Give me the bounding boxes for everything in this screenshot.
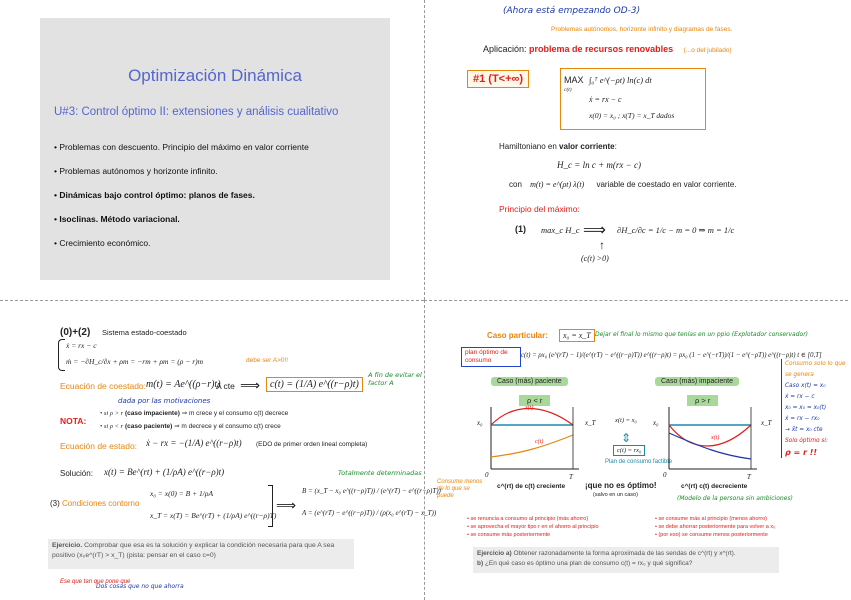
con-eq: m(t) = e^(ρt) λ(t) (530, 180, 585, 189)
side-line-5: ẋ = rx − rx₀ (785, 416, 820, 422)
left-t: T (569, 473, 573, 481)
mid-arrow: ⇕ (621, 431, 632, 445)
estado-note: (EDO de primer orden lineal completa) (256, 441, 368, 448)
side-line-4: x₀ = x₀ = x₀(t) (785, 405, 827, 411)
step-max: max_c H_c (541, 225, 580, 235)
right-xt: x_T (761, 419, 772, 427)
boundary-eq: x(0) = x₀ ; x(T) = x_T dados (589, 111, 675, 120)
left-list-item-2: • se aprovecha el mayor tipo r en el ahorro al principio (467, 524, 599, 530)
system-brace (58, 339, 65, 371)
title-slide-box (40, 18, 390, 280)
mid-eq-2: c(t) = rx₀ (613, 445, 645, 456)
principle-title: Principio del máximo: (499, 204, 580, 214)
patient-graph (483, 403, 583, 475)
right-list-item-3: • (por eso) se consume menos posteriormente (655, 532, 768, 538)
not-optimal: ¡que no es óptimo! (585, 481, 657, 490)
estado-eq: ẋ − rx = −(1/A) e^((r−ρ)t) (146, 438, 242, 448)
cc-label (50, 499, 139, 508)
right-list-item-2: • se debe ahorrar posteriormente para volver a x₀ (655, 524, 776, 530)
left-curve-x: x(t) (525, 405, 534, 411)
case-label: #1 (T<+∞) (467, 70, 529, 88)
right-zero: 0 (663, 471, 667, 479)
not-optimal-sub: (salvo en un caso) (593, 492, 638, 498)
left-x0: x₀ (477, 419, 483, 427)
exercise-box-4 (473, 547, 779, 573)
green-note-1: A fin de evitar el factor A (368, 371, 422, 387)
nota1-post: ⇒ m crece y el consumo c(t) decrece (181, 410, 289, 417)
nota-line-2 (100, 422, 281, 430)
right-x0: x₀ (653, 419, 659, 427)
hamiltonian-label: Hamiltoniano en valor corriente: (499, 142, 617, 151)
left-list (467, 515, 599, 539)
consumption-eq: c(t) = (1/A) e^((r−ρ)t) (266, 377, 363, 392)
objective: ∫₀ᵀ e^(−ρt) ln(c) dt (589, 75, 652, 85)
solution-eq: x(t) = Be^(rt) + (1/ρA) e^((r−ρ)t) (104, 467, 225, 477)
slide-4 (424, 300, 848, 600)
result-b: B = (x_T − x₀ e^((r−ρ)T)) / (e^(rT) − e^((r−ρ)T)) (302, 487, 441, 495)
impatient-badge: Caso (más) impaciente (655, 377, 739, 386)
coestado-label: Ecuación de coestado: (60, 381, 147, 391)
bullet-4: • Isoclinas. Método variacional. (54, 214, 180, 224)
application-line (483, 44, 732, 54)
nota2-bold: (caso paciente) (124, 423, 173, 430)
state-eq: ẋ = rx − c (589, 95, 622, 104)
app-title: problema de recursos renovables (529, 44, 674, 54)
nota-label: NOTA: (60, 416, 87, 426)
side-blue-notes (781, 359, 851, 458)
course-title: Optimización Dinámica (128, 66, 302, 85)
ham-label-bold: valor corriente (559, 142, 615, 151)
step-num: (1) (515, 224, 526, 234)
bullet-3: • Dinámicas bajo control óptimo: planos de fases. (54, 190, 255, 200)
exercise-box (48, 539, 354, 569)
case-eq: x₀ = x_T (559, 329, 595, 342)
topline: Problemas autónomos, horizonte infinito y diagramas de fases. (551, 26, 733, 33)
impatient-cond: ρ > r (687, 395, 718, 406)
left-curve-c: c(t) (535, 439, 544, 445)
ex4-b-bold: b) (477, 560, 484, 567)
handwritten-note: (Ahora está empezando OD-3) (503, 6, 641, 16)
side-line-2: Caso x(t) = x₀ (785, 383, 826, 389)
arrow-right-2: ⟹ (276, 497, 297, 513)
exercise-text: Comprobar que esa es la solución y explicar la condición necesaria para que A sea positivo (x₀e^(rT) > x_T) (pista: pensar en el caso c=0) (52, 542, 335, 559)
slide3-title: (0)+(2) (60, 327, 91, 338)
nota1-bold: (caso impaciente) (124, 410, 180, 417)
red-bottom-note: Ese que tan que pone que (60, 579, 131, 585)
hand-under: dada por las motivaciones (118, 397, 211, 405)
slide-1 (0, 0, 424, 300)
estado-label: Ecuación de estado: (60, 441, 138, 451)
side-line-6: → x̂t = x₀ cte (785, 427, 823, 433)
arrow-right-1: ⟹ (240, 377, 261, 393)
case-label: Caso particular: (487, 331, 548, 340)
ex4-a: Obtener razonadamente la forma aproximada de las sendas de c^(rt) y x^(rt). (513, 550, 736, 557)
con-text: variable de coestado en valor corriente. (596, 180, 737, 189)
mid-eq: x(t) = x₀ (615, 417, 637, 424)
patient-cond: ρ < r (519, 395, 550, 406)
bullet-5: • Crecimiento económico. (54, 238, 151, 248)
coestado-def (509, 180, 737, 189)
coestado-then: A cte (216, 381, 235, 391)
orange-note: Consume menos de lo que se puede (437, 479, 483, 499)
case-hand: Dejar el final lo mismo que tenías en un ppio (Explotador conservador) (595, 331, 809, 338)
implies-arrow: ⟹ (583, 222, 606, 239)
result-a: A = (e^(rT) − e^((r−ρ)T)) / (ρ(x₀ e^(rT) − x_T)) (302, 509, 437, 517)
nota2-post: ⇒ m decrece y el consumo c(t) crece (174, 423, 281, 430)
max-sub: c(t) (564, 87, 572, 93)
up-arrow: ↑ (599, 238, 605, 252)
green-note-2: Totalmente determinadas (338, 469, 422, 477)
app-paren: (...o del jubilado) (683, 47, 732, 54)
max-label: MAX (564, 75, 584, 85)
nota2-pre: • si ρ < r (100, 423, 124, 430)
cc-brace (268, 485, 273, 527)
con-label: con (509, 180, 522, 189)
right-list-item-1: • se consume más al principio (menos ahorro) (655, 516, 767, 522)
patient-c-curve (491, 435, 573, 457)
bullet-2: • Problemas autónomos y horizonte infinito. (54, 166, 218, 176)
left-list-item-1: • se renuncia a consumo al principio (más ahorro) (467, 516, 589, 522)
side-line-7: Solo óptimo si: (785, 438, 828, 444)
cc-title: Condiciones contorno (62, 499, 140, 508)
plan-label: plan óptimo de consumo (461, 347, 521, 367)
blue-scribble: Dos cosas que no que ahorra (96, 583, 184, 590)
side-line-8: ρ = r !! (785, 448, 818, 457)
cc-eq-2: x_T = x(T) = Be^(rT) + (1/ρA) e^((r−ρ)T) (150, 511, 277, 520)
right-t: T (747, 473, 751, 481)
system-eq-2: ṁ = −∂H_c/∂x + ρm = −rm + ρm = (ρ − r)m (66, 357, 204, 366)
hamiltonian-eq: H_c = ln c + m(rx − c) (557, 160, 641, 170)
ham-label-text: Hamiltoniano en (499, 142, 557, 151)
problem-box (560, 68, 706, 130)
ex4-b: ¿En qué caso es óptimo una plan de consumo c(t) = rx₀ y qué significa? (484, 560, 693, 567)
app-label: Aplicación: (483, 44, 527, 54)
decr-label: c^(rt) c(t) decreciente (681, 483, 748, 490)
cc-eq-1: x₀ = x(0) = B + 1/ρA (150, 489, 214, 498)
left-list-item-3: • se consume más posteriormente (467, 532, 551, 538)
slide3-title-sub: Sistema estado-coestado (102, 328, 187, 337)
right-curve-x: x(t) (711, 435, 720, 441)
nota-line-1 (100, 409, 288, 417)
system-eq-1: ẋ = rx − c (66, 341, 97, 350)
left-xt: x_T (585, 419, 596, 427)
impatient-x-curve (669, 425, 751, 446)
left-zero: 0 (485, 471, 489, 479)
side-note: debe ser A>0!! (246, 357, 289, 364)
patient-badge: Caso (más) paciente (491, 377, 568, 386)
crec-label: c^(rt) de c(t) creciente (497, 483, 566, 490)
side-line-3: ẋ = rx − c (785, 394, 815, 400)
coestado-eq: m(t) = Ae^((ρ−r)t) (146, 379, 221, 390)
side-line-1: Consumo solo lo que se genera (785, 361, 846, 378)
bullet-1: • Problemas con descuento. Principio del máximo en valor corriente (54, 142, 309, 152)
slide-3 (0, 300, 441, 600)
solution-label: Solución: (60, 469, 93, 478)
green-under: (Modelo de la persona sin ambiciones) (677, 495, 793, 502)
right-list (655, 515, 775, 539)
plan-eq: c(t) = ρx₀ (e^(rT) − 1)/(e^(rT) − e^((r−ρ)T)) e^((r−ρ)t) = ρx₀ (1 − e^(−rT))/(1 − e^(−ρT)) e^((r−ρ)t) t ∈ [0,T] (521, 352, 822, 359)
slide-2 (424, 0, 848, 300)
plan-factible: Plan de consumo factible (605, 459, 673, 465)
ex4-bold: Ejercicio a) (477, 550, 512, 557)
positivity-cond: (c(t) >0) (581, 254, 609, 263)
cc-num: (3) (50, 499, 60, 508)
derivative-eq: ∂H_c/∂c = 1/c − m = 0 ⇒ m = 1/c (617, 225, 735, 235)
exercise-bold: Ejercicio. (52, 542, 83, 549)
unit-subtitle: U#3: Control óptimo II: extensiones y análisis cualitativo (54, 106, 339, 118)
nota1-pre: • si ρ > r (100, 410, 124, 417)
